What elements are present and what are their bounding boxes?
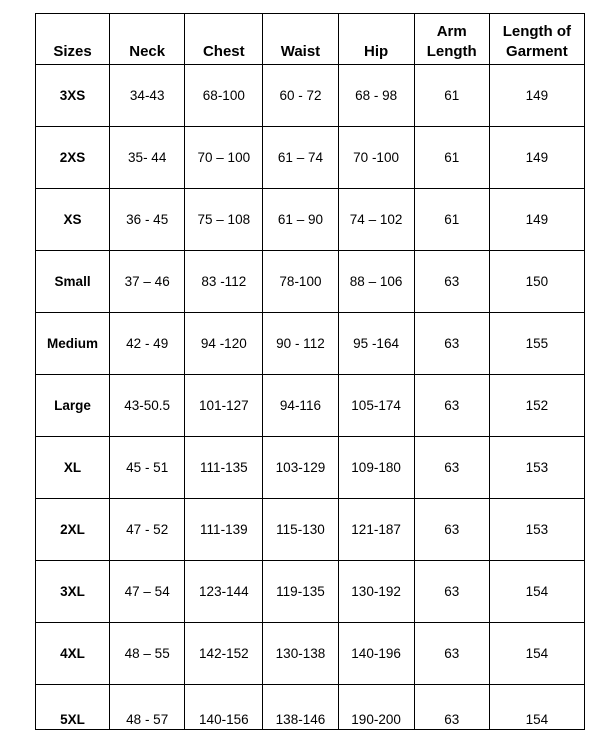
cell-neck: 43-50.5 bbox=[110, 375, 185, 437]
cell-neck: 47 – 54 bbox=[110, 561, 185, 623]
cell-chest: 142-152 bbox=[185, 623, 263, 685]
column-header-text: Hip bbox=[363, 43, 389, 60]
cell-waist: 115-130 bbox=[263, 499, 338, 561]
cell-arm: 63 bbox=[414, 375, 489, 437]
column-header-hip bbox=[338, 14, 414, 65]
table-body bbox=[36, 65, 585, 730]
cell-neck: 35- 44 bbox=[110, 127, 185, 189]
cell-neck: 48 - 57 bbox=[110, 685, 185, 730]
header-row bbox=[36, 14, 585, 65]
cell-hip: 95 -164 bbox=[338, 313, 414, 375]
cell-waist: 103-129 bbox=[263, 437, 338, 499]
cell-hip: 74 – 102 bbox=[338, 189, 414, 251]
cell-arm: 63 bbox=[414, 313, 489, 375]
table-row bbox=[36, 499, 585, 561]
cell-length: 149 bbox=[489, 189, 584, 251]
cell-size: XS bbox=[36, 189, 110, 251]
cell-waist: 60 - 72 bbox=[263, 65, 338, 127]
table-row bbox=[36, 375, 585, 437]
cell-length: 152 bbox=[489, 375, 584, 437]
table-row bbox=[36, 623, 585, 685]
cell-size: 3XS bbox=[36, 65, 110, 127]
cell-chest: 68-100 bbox=[185, 65, 263, 127]
cell-arm: 63 bbox=[414, 561, 489, 623]
cell-neck: 48 – 55 bbox=[110, 623, 185, 685]
table-row bbox=[36, 65, 585, 127]
cell-length: 150 bbox=[489, 251, 584, 313]
column-header-text: Length bbox=[426, 43, 477, 60]
cell-waist: 119-135 bbox=[263, 561, 338, 623]
table-row bbox=[36, 685, 585, 730]
cell-size: XL bbox=[36, 437, 110, 499]
column-header-text: Sizes bbox=[53, 43, 92, 60]
cell-size: 3XL bbox=[36, 561, 110, 623]
cell-arm: 61 bbox=[414, 65, 489, 127]
cell-arm: 63 bbox=[414, 499, 489, 561]
cell-hip: 190-200 bbox=[338, 685, 414, 730]
cell-hip: 105-174 bbox=[338, 375, 414, 437]
cell-hip: 130-192 bbox=[338, 561, 414, 623]
column-header-text: Waist bbox=[280, 43, 321, 60]
cell-neck: 36 - 45 bbox=[110, 189, 185, 251]
cell-chest: 111-135 bbox=[185, 437, 263, 499]
cell-chest: 111-139 bbox=[185, 499, 263, 561]
cell-size: 4XL bbox=[36, 623, 110, 685]
cell-size: 5XL bbox=[36, 685, 110, 730]
column-header-neck bbox=[110, 14, 185, 65]
cell-neck: 42 - 49 bbox=[110, 313, 185, 375]
cell-hip: 109-180 bbox=[338, 437, 414, 499]
column-header-text: Chest bbox=[202, 43, 245, 60]
cell-length: 154 bbox=[489, 623, 584, 685]
cell-hip: 70 -100 bbox=[338, 127, 414, 189]
column-header-text: Arm bbox=[436, 23, 467, 40]
cell-arm: 61 bbox=[414, 127, 489, 189]
cell-neck: 45 - 51 bbox=[110, 437, 185, 499]
cell-hip: 88 – 106 bbox=[338, 251, 414, 313]
cell-length: 154 bbox=[489, 561, 584, 623]
cell-neck: 47 - 52 bbox=[110, 499, 185, 561]
cell-hip: 68 - 98 bbox=[338, 65, 414, 127]
cell-size: Small bbox=[36, 251, 110, 313]
cell-waist: 90 - 112 bbox=[263, 313, 338, 375]
cell-waist: 78-100 bbox=[263, 251, 338, 313]
cell-size: 2XS bbox=[36, 127, 110, 189]
cell-chest: 75 – 108 bbox=[185, 189, 263, 251]
size-chart-table bbox=[35, 13, 585, 730]
column-header-waist bbox=[263, 14, 338, 65]
cell-arm: 63 bbox=[414, 437, 489, 499]
table-row bbox=[36, 127, 585, 189]
column-header-text: Garment bbox=[506, 43, 568, 60]
cell-length: 155 bbox=[489, 313, 584, 375]
cell-length: 153 bbox=[489, 437, 584, 499]
table-row bbox=[36, 313, 585, 375]
cell-arm: 61 bbox=[414, 189, 489, 251]
cell-length: 153 bbox=[489, 499, 584, 561]
table-row bbox=[36, 189, 585, 251]
column-header-sizes bbox=[36, 14, 110, 65]
table-header bbox=[36, 14, 585, 65]
column-header-arm-length bbox=[414, 14, 489, 65]
cell-neck: 37 – 46 bbox=[110, 251, 185, 313]
cell-hip: 140-196 bbox=[338, 623, 414, 685]
table-row bbox=[36, 437, 585, 499]
cell-length: 149 bbox=[489, 65, 584, 127]
cell-chest: 94 -120 bbox=[185, 313, 263, 375]
cell-size: Medium bbox=[36, 313, 110, 375]
cell-length: 149 bbox=[489, 127, 584, 189]
cell-hip: 121-187 bbox=[338, 499, 414, 561]
table-row bbox=[36, 561, 585, 623]
cell-arm: 63 bbox=[414, 251, 489, 313]
column-header-length-of-garment bbox=[489, 14, 584, 65]
cell-waist: 130-138 bbox=[263, 623, 338, 685]
cell-length: 154 bbox=[489, 685, 584, 730]
table-row bbox=[36, 251, 585, 313]
cell-waist: 61 – 74 bbox=[263, 127, 338, 189]
cell-chest: 70 – 100 bbox=[185, 127, 263, 189]
cell-size: 2XL bbox=[36, 499, 110, 561]
cell-chest: 101-127 bbox=[185, 375, 263, 437]
column-header-text: Length of bbox=[502, 23, 572, 40]
cell-arm: 63 bbox=[414, 623, 489, 685]
column-header-text: Neck bbox=[129, 43, 166, 60]
cell-size: Large bbox=[36, 375, 110, 437]
cell-waist: 94-116 bbox=[263, 375, 338, 437]
cell-chest: 123-144 bbox=[185, 561, 263, 623]
cell-neck: 34-43 bbox=[110, 65, 185, 127]
cell-waist: 138-146 bbox=[263, 685, 338, 730]
cell-chest: 140-156 bbox=[185, 685, 263, 730]
cell-waist: 61 – 90 bbox=[263, 189, 338, 251]
cell-chest: 83 -112 bbox=[185, 251, 263, 313]
column-header-chest bbox=[185, 14, 263, 65]
cell-arm: 63 bbox=[414, 685, 489, 730]
